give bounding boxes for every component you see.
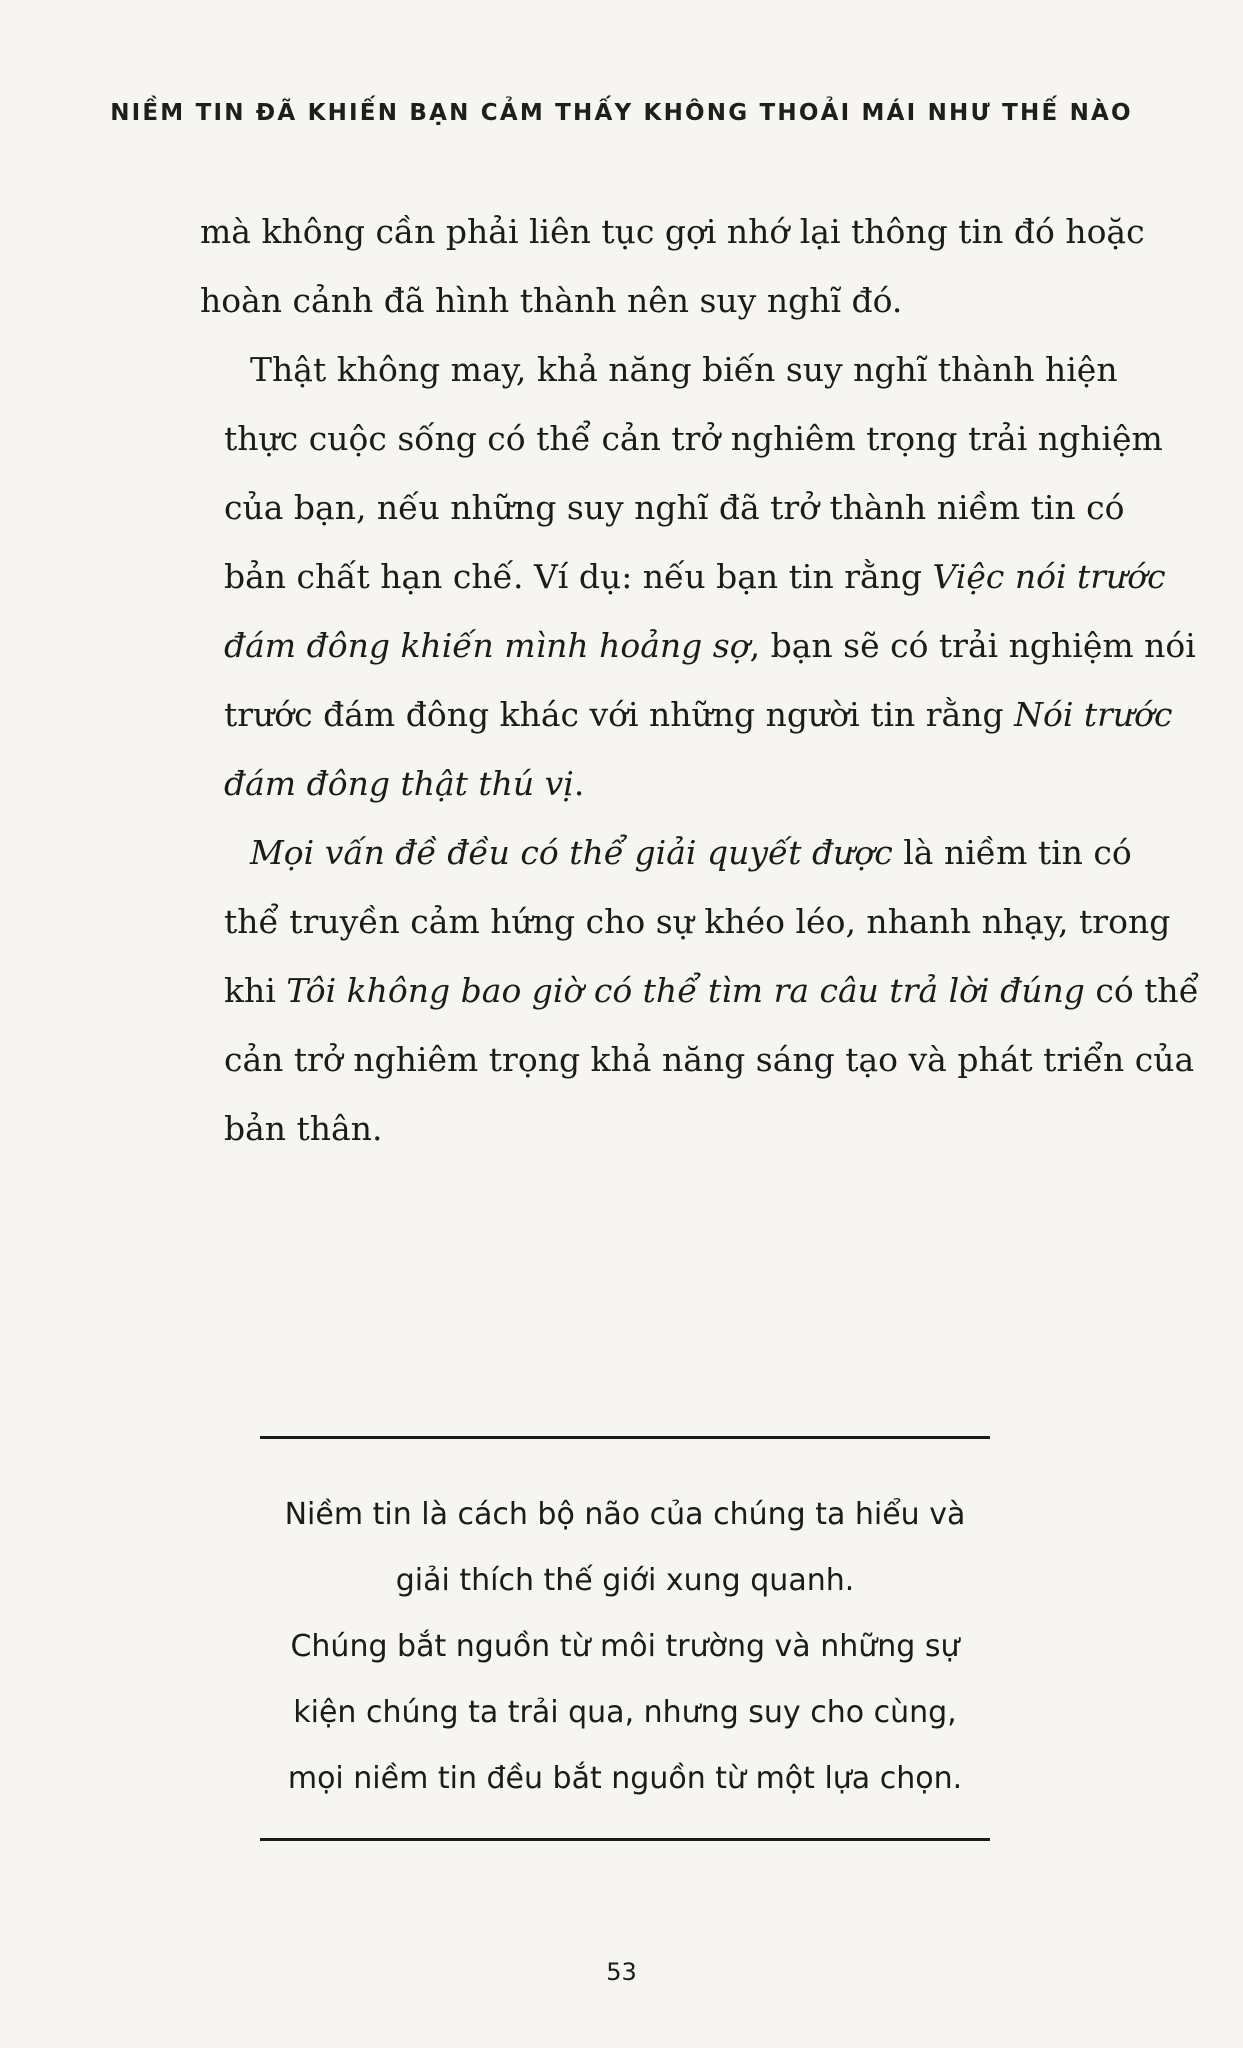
- paragraph-3-line-2: thể truyền cảm hứng cho sự khéo léo, nhanh nhạy, trong: [224, 902, 1171, 941]
- paragraph-2-line-6-text: trước đám đông khác với những người tin rằng: [224, 695, 1015, 734]
- paragraph-2-line-4-text: bản chất hạn chế. Ví dụ: nếu bạn tin rằng: [224, 557, 933, 596]
- page-number: 53: [606, 1958, 637, 1986]
- pull-quote-line-1: Niềm tin là cách bộ não của chúng ta hiểu và: [284, 1497, 966, 1532]
- paragraph-2: [200, 335, 1196, 818]
- example-belief-3: Mọi vấn đề đều có thể giải quyết được: [250, 833, 893, 872]
- paragraph-2-line-3: của bạn, nếu những suy nghĩ đã trở thành niềm tin có: [224, 488, 1125, 527]
- example-belief-1-start: Việc nói trước: [932, 557, 1166, 596]
- paragraph-3-line-1-text: là niềm tin có: [892, 833, 1132, 872]
- pull-quote: [200, 1482, 1050, 1812]
- paragraph-3-line-5: bản thân.: [224, 1109, 383, 1148]
- paragraph-3-line-3: [200, 956, 1199, 1025]
- paragraph-3-line-1: [200, 818, 1132, 887]
- running-header: NIỀM TIN ĐÃ KHIẾN BẠN CẢM THẤY KHÔNG THOẢI MÁI NHƯ THẾ NÀO: [110, 100, 1133, 126]
- pull-quote-bottom-rule: [260, 1838, 990, 1841]
- body-text: [200, 197, 1199, 1163]
- paragraph-3: [200, 818, 1199, 1163]
- paragraph-3-line-3-text-b: có thể: [1084, 971, 1199, 1010]
- paragraph-1-line-1: mà không cần phải liên tục gợi nhớ lại thông tin đó hoặc: [200, 212, 1145, 251]
- paragraph-2-line-5: [200, 611, 1196, 680]
- example-belief-2-end: đám đông thật thú vị: [224, 764, 574, 803]
- paragraph-2-line-1: Thật không may, khả năng biến suy nghĩ thành hiện: [250, 350, 1118, 389]
- paragraph-2-line-7-text: .: [573, 764, 585, 803]
- paragraph-3-line-3-text-a: khi: [224, 971, 287, 1010]
- pull-quote-line-3: Chúng bắt nguồn từ môi trường và những sự: [290, 1629, 960, 1664]
- paragraph-2-line-2: thực cuộc sống có thể cản trở nghiêm trọng trải nghiệm: [224, 419, 1163, 458]
- paragraph-3-line-4: cản trở nghiêm trọng khả năng sáng tạo và phát triển của: [224, 1040, 1195, 1079]
- pull-quote-top-rule: [260, 1436, 990, 1439]
- example-belief-4: Tôi không bao giờ có thể tìm ra câu trả lời đúng: [286, 971, 1085, 1010]
- pull-quote-line-2: giải thích thế giới xung quanh.: [395, 1563, 855, 1598]
- example-belief-1-end: đám đông khiến mình hoảng sợ: [224, 626, 750, 665]
- pull-quote-line-5: mọi niềm tin đều bắt nguồn từ một lựa chọn.: [287, 1761, 963, 1796]
- paragraph-2-line-5-text: , bạn sẽ có trải nghiệm nói: [749, 626, 1196, 665]
- pull-quote-line-4: kiện chúng ta trải qua, nhưng suy cho cùng,: [293, 1695, 957, 1730]
- example-belief-2-start: Nói trước: [1014, 695, 1173, 734]
- paragraph-2-line-4: [200, 542, 1166, 611]
- paragraph-2-line-7: [200, 749, 1080, 818]
- paragraph-2-line-6: [200, 680, 1173, 749]
- paragraph-1: [200, 197, 1145, 335]
- paragraph-1-line-2: hoàn cảnh đã hình thành nên suy nghĩ đó.: [200, 281, 903, 320]
